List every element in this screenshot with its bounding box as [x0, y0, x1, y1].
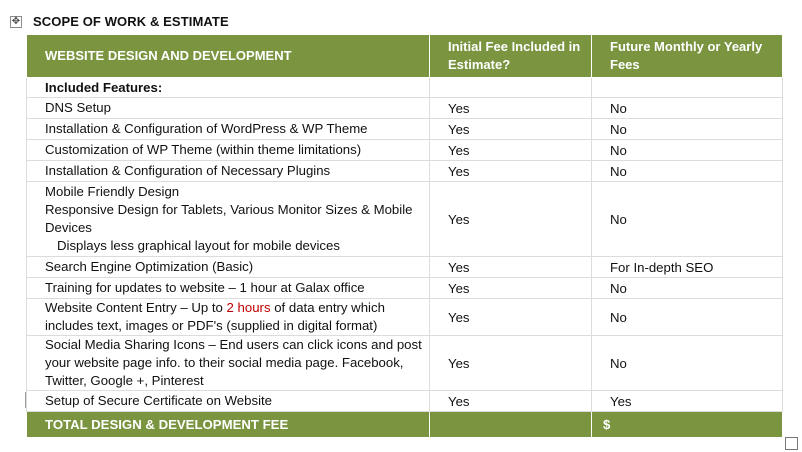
table-row [27, 278, 783, 299]
initial-fee-cell: Yes [430, 119, 592, 140]
total-row [27, 412, 783, 438]
table-resize-handle[interactable] [785, 437, 798, 450]
section-label: Included Features: [27, 78, 430, 98]
feature-line: Responsive Design for Tablets, Various Monitor Sizes & Mobile Devices [45, 202, 413, 235]
scope-table [26, 34, 783, 438]
initial-fee-cell: Yes [430, 336, 592, 391]
feature-cell: Installation & Configuration of WordPress & WP Theme [27, 119, 430, 140]
future-fee-cell: No [592, 119, 783, 140]
feature-line: Mobile Friendly Design [45, 184, 180, 199]
feature-line [45, 237, 429, 255]
future-fee-cell: No [592, 161, 783, 182]
table-row [27, 98, 783, 119]
table-row [27, 257, 783, 278]
table-row [27, 336, 783, 391]
row-marker [25, 392, 26, 408]
feature-cell: Social Media Sharing Icons – End users can click icons and post your website page info. to their social media page. Facebook, Twitter, Google +, Pinterest [27, 336, 430, 391]
table-row [27, 299, 783, 336]
header-initial-fee: Initial Fee Included in Estimate? [430, 35, 592, 78]
feature-cell: Installation & Configuration of Necessary Plugins [27, 161, 430, 182]
total-initial-cell [430, 412, 592, 438]
initial-fee-cell: Yes [430, 161, 592, 182]
initial-fee-cell: Yes [430, 278, 592, 299]
section-row [27, 78, 783, 98]
initial-fee-cell: Yes [430, 140, 592, 161]
initial-fee-cell: Yes [430, 182, 592, 257]
future-fee-cell: For In-depth SEO [592, 257, 783, 278]
feature-cell [27, 299, 430, 336]
feature-subline: Displays less graphical layout for mobile devices [57, 238, 340, 253]
initial-fee-cell: Yes [430, 98, 592, 119]
future-fee-cell: No [592, 336, 783, 391]
total-future-cell: $ [592, 412, 783, 438]
section-empty-cell [430, 78, 592, 98]
initial-fee-cell: Yes [430, 299, 592, 336]
header-future-fees: Future Monthly or Yearly Fees [592, 35, 783, 78]
table-row [27, 119, 783, 140]
highlight-hours: 2 hours [226, 300, 271, 315]
future-fee-cell: No [592, 299, 783, 336]
section-empty-cell [592, 78, 783, 98]
table-row [27, 182, 783, 257]
feature-cell: Setup of Secure Certificate on Website [27, 391, 430, 412]
table-row [27, 161, 783, 182]
feature-cell: Search Engine Optimization (Basic) [27, 257, 430, 278]
feature-text: of data entry which includes text, images or PDF's (supplied in digital format) [45, 300, 385, 333]
initial-fee-cell: Yes [430, 257, 592, 278]
initial-fee-cell: Yes [430, 391, 592, 412]
feature-cell: Training for updates to website – 1 hour at Galax office [27, 278, 430, 299]
feature-cell: Customization of WP Theme (within theme limitations) [27, 140, 430, 161]
header-website-design: WEBSITE DESIGN AND DEVELOPMENT [27, 35, 430, 78]
future-fee-cell: No [592, 278, 783, 299]
page-title: SCOPE OF WORK & ESTIMATE [33, 14, 229, 29]
table-row [27, 391, 783, 412]
total-label: TOTAL DESIGN & DEVELOPMENT FEE [27, 412, 430, 438]
future-fee-cell: Yes [592, 391, 783, 412]
feature-cell [27, 182, 430, 257]
feature-text: Website Content Entry – Up to [45, 300, 227, 315]
table-header-row [27, 35, 783, 78]
future-fee-cell: No [592, 140, 783, 161]
future-fee-cell: No [592, 182, 783, 257]
table-move-handle-icon[interactable]: ✥ [11, 16, 21, 27]
table-row [27, 140, 783, 161]
feature-cell: DNS Setup [27, 98, 430, 119]
future-fee-cell: No [592, 98, 783, 119]
